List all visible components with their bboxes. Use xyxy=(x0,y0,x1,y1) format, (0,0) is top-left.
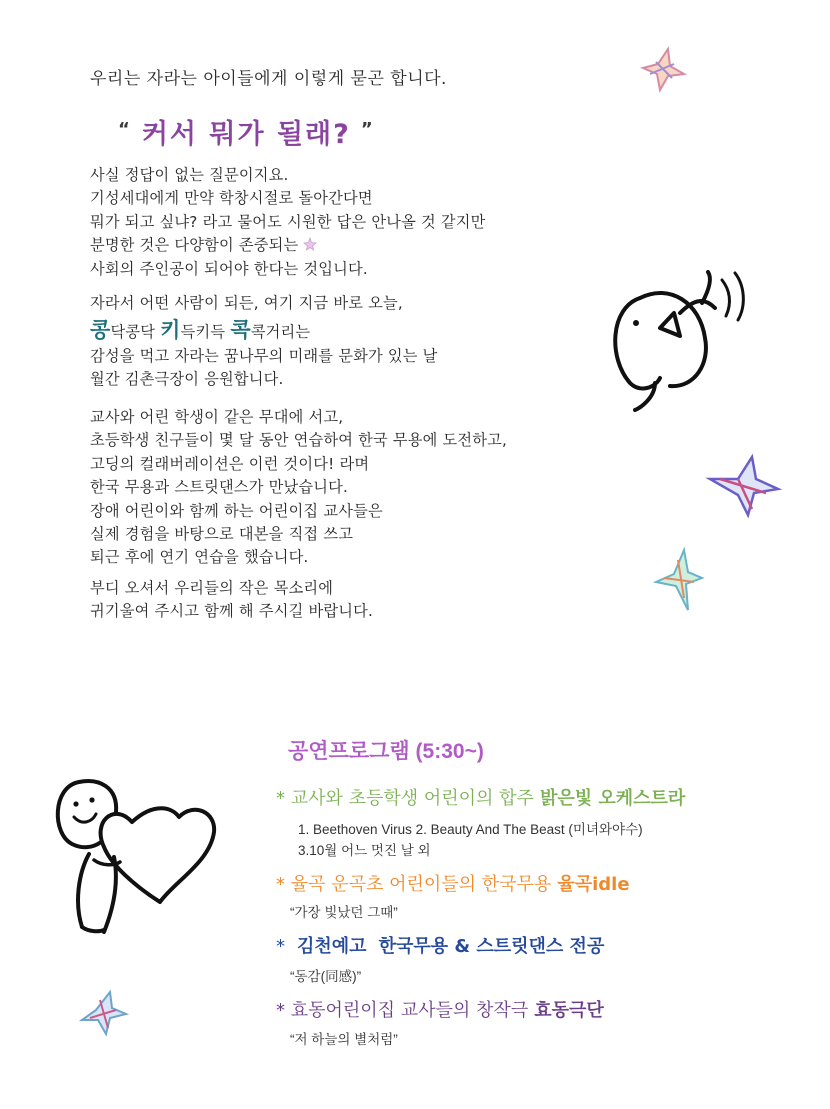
highlight-syllable: 콕 xyxy=(230,318,251,343)
program-item-art-school: * 김천예고 한국무용 & 스트릿댄스 전공 xyxy=(276,936,605,957)
highlight-syllable: 콩 xyxy=(90,318,111,343)
paragraph-1-line: 기성세대에게 만약 학창시절로 돌아간다면 xyxy=(90,189,373,208)
group-name: 김천예고 xyxy=(297,936,367,957)
paragraph-1-line: 뭐가 되고 싶냐? 라고 물어도 시원한 답은 안나올 것 같지만 xyxy=(90,212,486,231)
group-name: 효동극단 xyxy=(534,1000,604,1021)
intro-text: 우리는 자라는 아이들에게 이렇게 묻곤 합니다. xyxy=(90,69,447,89)
paragraph-1-line: 사실 정답이 없는 질문이지요. xyxy=(90,166,289,184)
paragraph-2-line: 감성을 먹고 자라는 꿈나무의 미래를 문화가 있는 날 xyxy=(90,346,438,365)
highlight-syllable: 키 xyxy=(160,318,181,343)
open-quote-mark: “ xyxy=(118,119,132,140)
star-doodle-icon xyxy=(80,990,128,1036)
cheering-character-doodle xyxy=(600,268,760,418)
paragraph-3-line: 고딩의 컬래버레이션은 이런 것이다! 라며 xyxy=(90,454,370,473)
paragraph-2-line: 자라서 어떤 사람이 되든, 여기 지금 바로 오늘, xyxy=(90,294,403,312)
paragraph-3-line: 한국 무용과 스트릿댄스가 만났습니다. xyxy=(90,478,349,497)
paragraph-2 xyxy=(90,292,438,392)
paragraph-1-line: 사회의 주인공이 되어야 한다는 것입니다. xyxy=(90,259,368,278)
paragraph-1-line: 분명한 것은 다양함이 존중되는 xyxy=(90,234,486,257)
paragraph-3-line: 초등학생 친구들이 몇 달 동안 연습하여 한국 무용에 도전하고, xyxy=(90,431,508,450)
paragraph-3-line: 퇴근 후에 연기 연습을 했습니다. xyxy=(90,548,309,567)
main-quote xyxy=(108,112,385,151)
program-item-art-school-details: “동감(同感)” xyxy=(290,969,362,984)
onomatopoeia-line: 콩닥콩닥 키득키득 콕콕거리는 xyxy=(90,318,311,343)
paragraph-4-line: 귀기울여 주시고 함께 해 주시길 바랍니다. xyxy=(90,602,373,621)
paragraph-3 xyxy=(90,406,507,570)
group-name: 율곡idle xyxy=(557,874,630,895)
paragraph-2-line: 월간 김촌극장이 응원합니다. xyxy=(90,370,284,389)
program-item-orchestra: * 교사와 초등학생 어린이의 합주 밝은빛 오케스트라 xyxy=(276,788,686,809)
program-item-korean-dance: * 율곡 운곡초 어린이들의 한국무용 율곡idle xyxy=(276,874,630,895)
paragraph-4-line: 부디 오셔서 우리들의 작은 목소리에 xyxy=(90,579,334,597)
small-star-icon xyxy=(303,237,317,251)
group-name: 밝은빛 오케스트라 xyxy=(539,788,686,809)
heart-character-doodle xyxy=(34,762,224,942)
program-item-korean-dance-details: “가장 빛났던 그때” xyxy=(290,905,398,920)
star-doodle-icon xyxy=(654,548,704,612)
paragraph-3-line: 실제 경험을 바탕으로 대본을 직접 쓰고 xyxy=(90,525,354,544)
star-doodle-icon xyxy=(706,453,780,519)
close-quote-mark: ” xyxy=(360,119,375,140)
program-title: 공연프로그램 (5:30~) xyxy=(288,740,484,763)
paragraph-3-line: 교사와 어린 학생이 같은 무대에 서고, xyxy=(90,408,344,426)
quote-text: 커서 뭐가 될래? xyxy=(141,119,351,150)
star-doodle-icon xyxy=(638,44,688,94)
paragraph-3-line: 장애 어린이와 함께 하는 어린이집 교사들은 xyxy=(90,501,383,520)
program-item-play-details: “저 하늘의 별처럼” xyxy=(290,1032,398,1047)
program-item-play: * 효동어린이집 교사들의 창작극 효동극단 xyxy=(276,1000,604,1021)
paragraph-4 xyxy=(90,577,373,624)
program-item-orchestra-details: 1. Beethoven Virus 2. Beauty And The Beast (미녀와야수) 3.10월 어느 멋진 날 외 xyxy=(298,822,643,858)
paragraph-1 xyxy=(90,164,486,281)
